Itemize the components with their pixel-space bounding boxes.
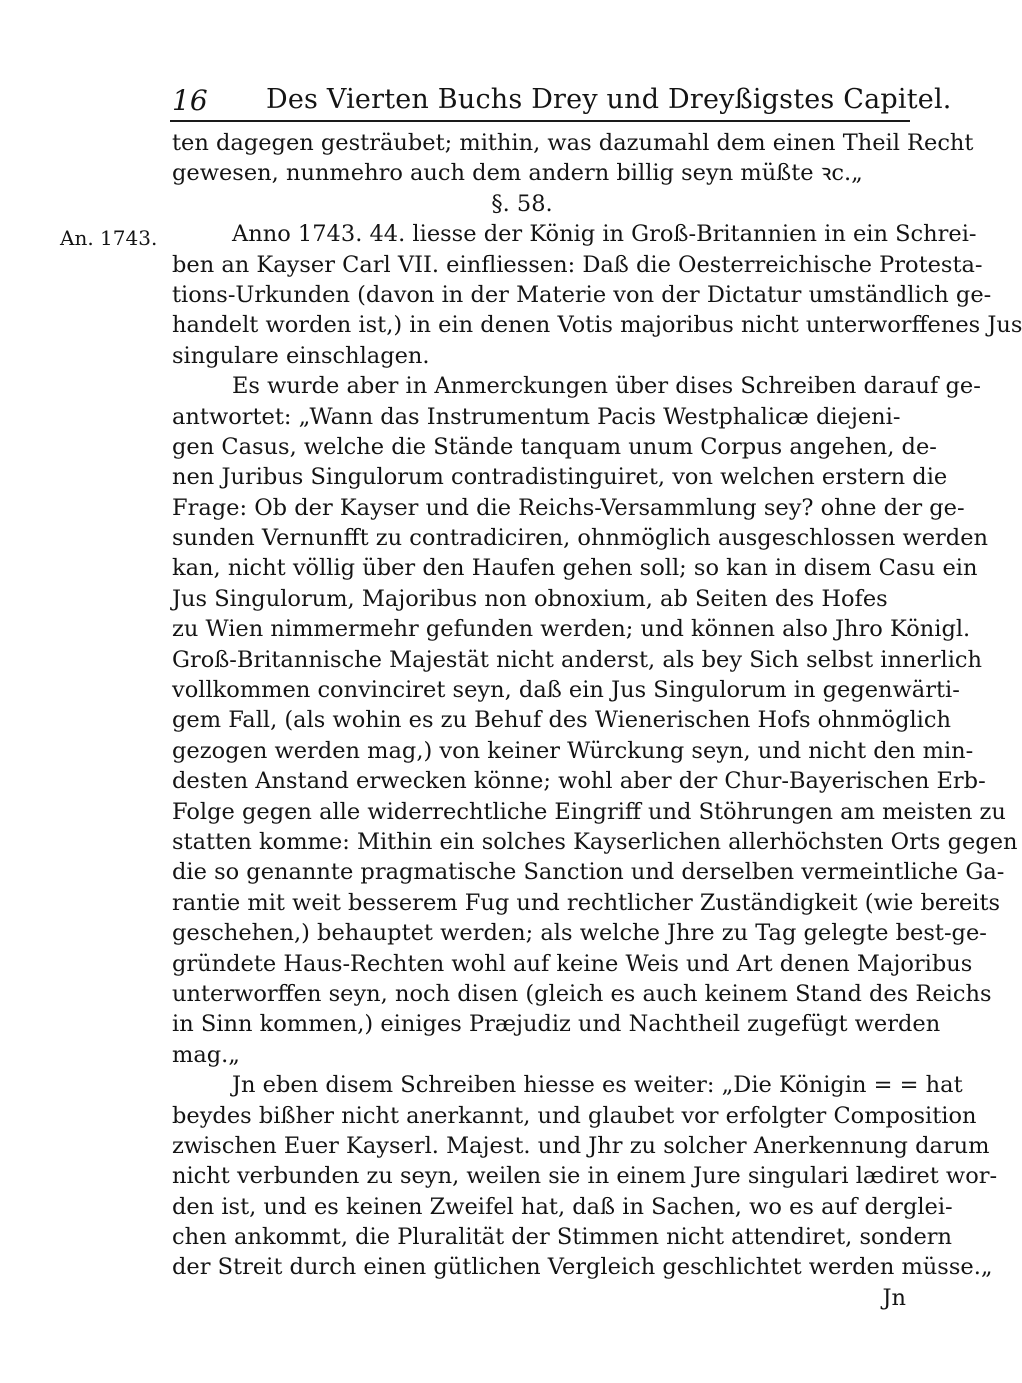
paragraph-start-line: Es wurde aber in Anmerckungen über dises Schreiben darauf ge- (232, 373, 981, 400)
text-line: die so genannte pragmatische Sanction und derselben vermeintliche Ga- (172, 859, 1005, 886)
text-line: gezogen werden mag,) von keiner Würckung seyn, und nicht den min- (172, 737, 974, 764)
text-line: desten Anstand erwecken könne; wohl aber der Chur-Bayerischen Erb- (172, 768, 986, 795)
body-text (172, 128, 1022, 1313)
paragraph-start-line: Anno 1743. 44. liesse der König in Groß-Britannien in ein Schrei- (232, 221, 977, 248)
text-line: rantie mit weit besserem Fug und rechtlicher Zuständigkeit (wie bereits (172, 889, 1001, 916)
text-line: gewesen, nunmehro auch dem andern billig seyn müßte ꝛc.„ (172, 160, 863, 187)
text-line: chen ankommt, die Pluralität der Stimmen nicht attendiret, sondern (172, 1224, 953, 1251)
text-line: Groß-Britannische Majestät nicht anderst, als bey Sich selbst innerlich (172, 646, 982, 673)
text-line: beydes bißher nicht anerkannt, und glaubet vor erfolgter Composition (172, 1102, 977, 1129)
text-line: Jus Singulorum, Majoribus non obnoxium, ab Seiten des Hofes (172, 585, 888, 612)
text-line: kan, nicht völlig über den Haufen gehen soll; so kan in disem Casu ein (172, 555, 978, 582)
text-line: Frage: Ob der Kayser und die Reichs-Versammlung sey? ohne der ge- (172, 494, 965, 521)
text-line: antwortet: „Wann das Instrumentum Pacis Westphalicæ diejeni- (172, 403, 901, 430)
text-line: nen Juribus Singulorum contradistinguiret, von welchen erstern die (172, 464, 948, 491)
text-line: zwischen Euer Kayserl. Majest. und Jhr zu solcher Anerkennung darum (172, 1132, 990, 1159)
text-line: unterworffen seyn, noch disen (gleich es auch keinem Stand des Reichs (172, 980, 992, 1007)
text-line: gründete Haus-Rechten wohl auf keine Weis und Art denen Majoribus (172, 950, 973, 977)
text-line: ben an Kayser Carl VII. einfliessen: Daß die Oesterreichische Protesta- (172, 251, 983, 278)
text-line: mag.„ (172, 1041, 240, 1068)
paragraph-start-line: Jn eben disem Schreiben hiesse es weiter: „Die Königin = = hat (232, 1072, 963, 1099)
text-line: nicht verbunden zu seyn, weilen sie in einem Jure singulari lædiret wor- (172, 1163, 998, 1190)
margin-note-year: An. 1743. (60, 226, 158, 250)
text-line: statten komme: Mithin ein solches Kayserlichen allerhöchsten Orts gegen (172, 828, 1018, 855)
text-line: geschehen,) behauptet werden; als welche Jhre zu Tag gelegte best-ge- (172, 920, 987, 947)
page-header (170, 80, 952, 122)
text-line: handelt worden ist,) in ein denen Votis majoribus nicht unterworffenes Jus (172, 312, 1022, 339)
text-line: tions-Urkunden (davon in der Materie von der Dictatur umständlich ge- (172, 281, 992, 308)
text-line: gen Casus, welche die Stände tanquam unum Corpus angehen, de- (172, 433, 937, 460)
text-line: den ist, und es keinen Zweifel hat, daß in Sachen, wo es auf derglei- (172, 1193, 953, 1220)
catchword: Jn (882, 1284, 906, 1311)
text-line: gem Fall, (als wohin es zu Behuf des Wienerischen Hofs ohnmöglich (172, 707, 951, 734)
section-heading: §. 58. (491, 190, 553, 217)
text-line: Folge gegen alle widerrechtliche Eingriff und Stöhrungen am meisten zu (172, 798, 1006, 825)
running-title: Des Vierten Buchs Drey und Dreyßigstes Capitel. (266, 84, 952, 115)
page-number: 16 (172, 84, 208, 117)
text-line: der Streit durch einen gütlichen Vergleich geschlichtet werden müsse.„ (172, 1254, 993, 1281)
text-line: vollkommen convinciret seyn, daß ein Jus Singulorum in gegenwärti- (172, 677, 960, 704)
text-line: sunden Vernunfft zu contradiciren, ohnmöglich ausgeschlossen werden (172, 525, 988, 552)
text-line: in Sinn kommen,) einiges Præjudiz und Nachtheil zugefügt werden (172, 1011, 941, 1038)
text-line: zu Wien nimmermehr gefunden werden; und können also Jhro Königl. (172, 616, 971, 643)
text-line: singulare einschlagen. (172, 342, 430, 369)
text-line: ten dagegen gesträubet; mithin, was dazumahl dem einen Theil Recht (172, 130, 974, 156)
